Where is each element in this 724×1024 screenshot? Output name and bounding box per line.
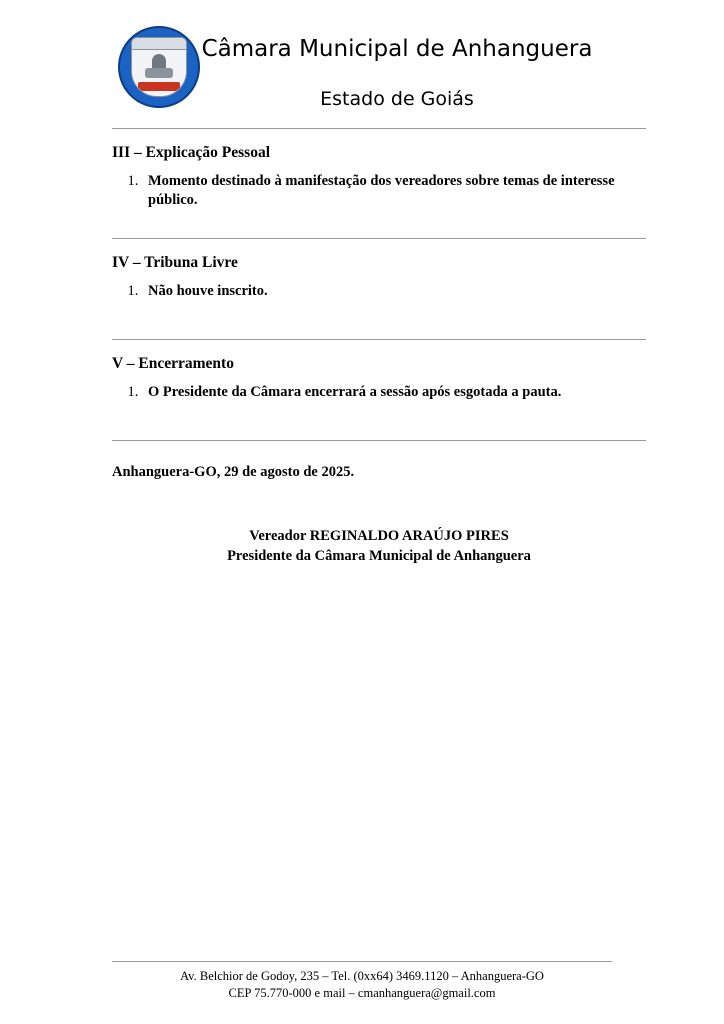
- list-item: 1. Momento destinado à manifestação dos vereadores sobre temas de interesse público.: [142, 172, 646, 210]
- document-header: [0, 0, 724, 112]
- section-item-list: [112, 282, 646, 301]
- section-title: IV – Tribuna Livre: [112, 254, 238, 271]
- date-line: Anhanguera-GO, 29 de agosto de 2025.: [112, 464, 355, 480]
- organization-title: Câmara Municipal de Anhanguera: [201, 36, 593, 62]
- spacer: [112, 303, 646, 329]
- crest-shield: [131, 37, 187, 97]
- crest-ribbon: [138, 82, 180, 91]
- spacer: [112, 212, 646, 228]
- header-titles: [200, 22, 664, 112]
- section-encerramento: [112, 354, 646, 402]
- signature-block: [112, 526, 646, 566]
- section-title: III – Explicação Pessoal: [112, 144, 271, 161]
- list-item: 1. Não houve inscrito.: [142, 282, 646, 301]
- section-explicacao-pessoal: [112, 143, 646, 210]
- divider: [112, 440, 646, 441]
- coat-of-arms-icon: [118, 26, 200, 108]
- divider: [112, 238, 646, 239]
- section-tribuna-livre: [112, 253, 646, 301]
- spacer: [112, 404, 646, 430]
- section-item-list: [112, 383, 646, 402]
- organization-subtitle: Estado de Goiás: [320, 88, 474, 110]
- signature-name: Vereador REGINALDO ARAÚJO PIRES: [249, 528, 509, 544]
- section-item-list: [112, 172, 646, 210]
- list-item: 1. O Presidente da Câmara encerrará a sessão após esgotada a pauta.: [142, 383, 646, 402]
- divider: [112, 128, 646, 129]
- footer-divider: [112, 961, 612, 962]
- footer-contact: CEP 75.770-000 e mail – cmanhanguera@gmail.com: [228, 986, 496, 1000]
- document-body: [0, 128, 724, 566]
- divider: [112, 339, 646, 340]
- document-footer: [0, 961, 724, 1002]
- section-title: V – Encerramento: [112, 355, 234, 372]
- crest-figure: [152, 54, 166, 78]
- crest-band: [132, 38, 186, 50]
- footer-address: Av. Belchior de Godoy, 235 – Tel. (0xx64) 3469.1120 – Anhanguera-GO: [180, 969, 544, 983]
- signature-role: Presidente da Câmara Municipal de Anhanguera: [227, 548, 531, 564]
